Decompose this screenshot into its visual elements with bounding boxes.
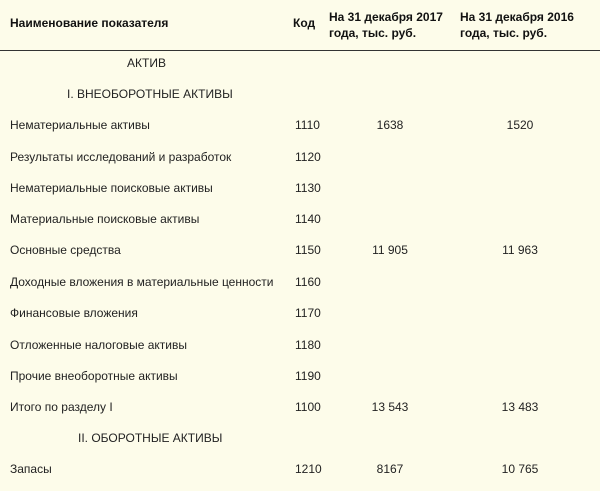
row-name: Результаты исследований и разработок bbox=[10, 150, 232, 164]
row-name: Отложенные налоговые активы bbox=[10, 338, 187, 352]
row-value-2016: 11 963 bbox=[502, 243, 538, 257]
row-value-2016: 13 483 bbox=[501, 400, 539, 414]
table-row bbox=[0, 303, 600, 323]
header-2016: На 31 декабря 2016 года, тыс. руб. bbox=[460, 10, 574, 40]
row-name: Материальные поисковые активы bbox=[10, 212, 200, 226]
row-code: 1150 bbox=[295, 243, 321, 257]
row-value-2017: 13 543 bbox=[371, 400, 409, 414]
table-row bbox=[0, 459, 600, 479]
table-row bbox=[0, 272, 600, 292]
row-value-2017: 8167 bbox=[376, 462, 404, 476]
row-name: Нематериальные активы bbox=[10, 118, 150, 132]
row-name: Доходные вложения в материальные ценности bbox=[10, 275, 274, 289]
row-code: 1160 bbox=[295, 275, 321, 289]
row-code: 1110 bbox=[295, 118, 320, 132]
row-code: 1170 bbox=[295, 306, 321, 320]
row-name: Запасы bbox=[10, 462, 52, 476]
section-noncurrent-label: I. ВНЕОБОРОТНЫЕ АКТИВЫ bbox=[67, 87, 233, 101]
table-row bbox=[0, 147, 600, 167]
row-code: 1180 bbox=[295, 338, 321, 352]
row-name: Нематериальные поисковые активы bbox=[10, 181, 213, 195]
row-code: 1130 bbox=[295, 181, 321, 195]
row-value-2017: 1638 bbox=[376, 118, 404, 132]
row-code: 1190 bbox=[295, 369, 321, 383]
section-noncurrent bbox=[0, 84, 600, 104]
table-header bbox=[0, 0, 600, 51]
table-row bbox=[0, 178, 600, 198]
row-name: Финансовые вложения bbox=[10, 306, 138, 320]
section-current bbox=[0, 428, 600, 448]
table-row bbox=[0, 240, 600, 260]
row-code: 1100 bbox=[295, 400, 321, 414]
row-name: Прочие внеоборотные активы bbox=[10, 369, 178, 383]
table-row-total bbox=[0, 397, 600, 417]
row-value-2016: 10 765 bbox=[501, 462, 539, 476]
header-code: Код bbox=[293, 16, 316, 30]
table-row bbox=[0, 366, 600, 386]
row-code: 1140 bbox=[295, 212, 321, 226]
row-name: Основные средства bbox=[10, 243, 121, 257]
section-asset-label: АКТИВ bbox=[127, 56, 166, 70]
section-asset bbox=[0, 53, 600, 73]
table-row bbox=[0, 335, 600, 355]
table-row bbox=[0, 209, 600, 229]
row-value-2016: 1520 bbox=[506, 118, 534, 132]
header-name: Наименование показателя bbox=[10, 16, 169, 30]
row-value-2017: 11 905 bbox=[372, 243, 408, 257]
row-name: Итого по разделу I bbox=[10, 400, 113, 414]
header-2017: На 31 декабря 2017 года, тыс. руб. bbox=[329, 10, 443, 40]
row-code: 1120 bbox=[295, 150, 321, 164]
table-row bbox=[0, 115, 600, 135]
row-code: 1210 bbox=[295, 462, 322, 476]
section-current-label: II. ОБОРОТНЫЕ АКТИВЫ bbox=[78, 431, 223, 445]
